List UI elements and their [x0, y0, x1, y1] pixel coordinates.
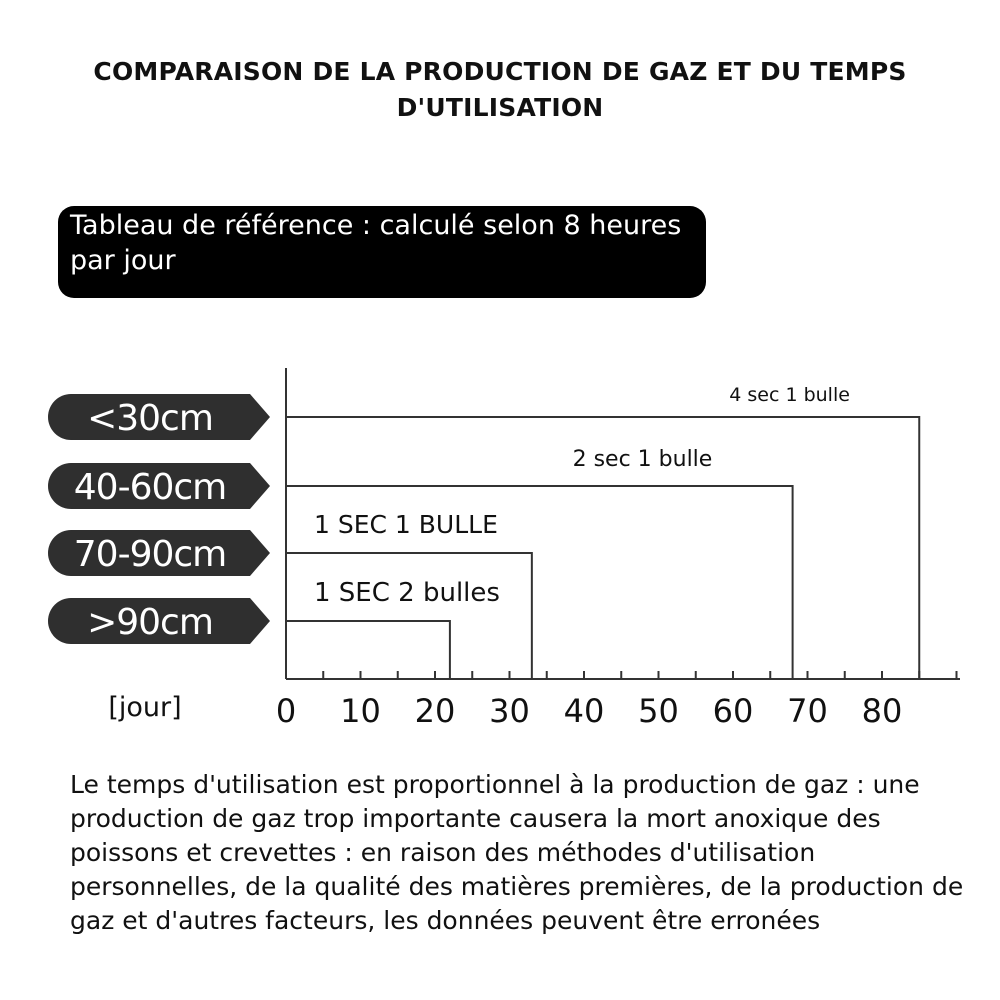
x-tick-label: 20 [414, 692, 456, 730]
reference-note-box [58, 206, 706, 298]
bar-label-4: 1 SEC 2 bulles [314, 578, 500, 608]
x-tick-label: 0 [275, 692, 297, 730]
x-tick-label: 70 [787, 692, 828, 730]
bar-3 [286, 553, 532, 679]
bar-label-2: 2 sec 1 bulle [572, 447, 713, 472]
reference-note-text: Tableau de référence : calculé selon 8 heures par jour [70, 210, 682, 276]
gas-duration-chart [0, 360, 1000, 740]
x-axis-label: [jour] [108, 692, 182, 723]
chart-title: COMPARAISON DE LA PRODUCTION DE GAZ ET DU TEMPS D'UTILISATION [93, 57, 907, 122]
category-label: >90cm [87, 602, 213, 643]
category-label: 40-60cm [73, 467, 227, 508]
x-tick-label: 40 [563, 692, 605, 730]
x-tick-label: 80 [861, 692, 903, 730]
description-text: Le temps d'utilisation est proportionnel à la production de gaz : une production de gaz trop importante causera la mort anoxique des poissons et crevettes : en raison des méthodes d'utilisation personnelles, de la qualité des matières premières, de la production de gaz et d'autres facteurs, les données peuvent être erronées [70, 770, 964, 935]
bar-label-3: 1 SEC 1 BULLE [314, 510, 498, 539]
bar-label-1: 4 sec 1 bulle [729, 384, 850, 406]
x-tick-label: 60 [712, 692, 754, 730]
bar-4 [286, 621, 450, 679]
x-tick-label: 50 [638, 692, 679, 730]
x-tick-label: 10 [340, 692, 381, 730]
category-label: 70-90cm [73, 534, 227, 575]
x-tick-label: 30 [489, 692, 530, 730]
category-label: <30cm [87, 398, 213, 439]
